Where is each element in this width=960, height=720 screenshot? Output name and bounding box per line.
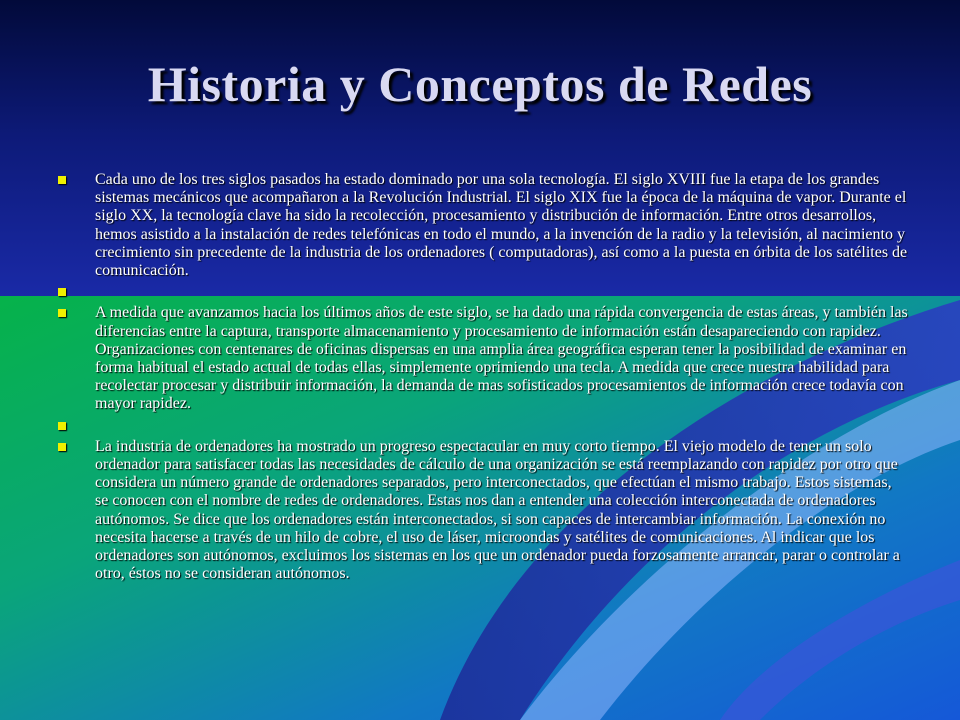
bullet-item [58, 438, 908, 584]
bullet-text: A medida que avanzamos hacia los últimos años de este siglo, se ha dado una rápida convergencia de estas áreas, y también las diferencias entre la captura, transporte almacenamiento y procesamiento de información están desapareciendo con rapidez. Organizaciones con centenares de oficinas dispersas en una amplia área geográfica esperan tener la posibilidad de examinar en forma habitual el estado actual de todas ellas, simplemente oprimiendo una tecla. A medida que crece nuestra habilidad para recolectar procesar y distribuir información, la demanda de mas sofisticados procesamientos de información crece todavía con mayor rapidez. [95, 304, 908, 413]
bullet-item [58, 417, 908, 435]
bullet-square-icon [58, 309, 66, 317]
bullet-item [58, 304, 908, 413]
bullet-item [58, 171, 908, 280]
bullet-square-icon [58, 422, 66, 430]
slide-title: Historia y Conceptos de Redes [147, 56, 813, 112]
bullet-list [58, 171, 908, 583]
bullet-square-icon [58, 443, 66, 451]
bullet-square-icon [58, 288, 66, 296]
bullet-text: Cada uno de los tres siglos pasados ha estado dominado por una sola tecnología. El siglo XVIII fue la etapa de los grandes sistemas mecánicos que acompañaron a la Revolución Industrial. El siglo XIX fue la época de la máquina de vapor. Durante el siglo XX, la tecnología clave ha sido la recolección, procesamiento y distribución de información. Entre otros desarrollos, hemos asistido a la instalación de redes telefónicas en todo el mundo, a la invención de la radio y la televisión, al nacimiento y crecimiento sin precedente de la industria de los ordenadores ( computadoras), así como a la puesta en órbita de los satélites de comunicación. [95, 171, 908, 280]
bullet-text: La industria de ordenadores ha mostrado un progreso espectacular en muy corto tiempo. El viejo modelo de tener un solo ordenador para satisfacer todas las necesidades de cálculo de una organización se está reemplazando con rapidez por otro que considera un número grande de ordenadores separados, pero interconectados, que efectúan el mismo trabajo. Estos sistemas, se conocen con el nombre de redes de ordenadores. Estas nos dan a entender una colección interconectada de ordenadores autónomos. Se dice que los ordenadores están interconectados, si son capaces de intercambiar información. La conexión no necesita hacerse a través de un hilo de cobre, el uso de láser, microondas y satélites de comunicaciones. Al indicar que los ordenadores son autónomos, excluimos los sistemas en los que un ordenador pueda forzosamente arrancar, parar o controlar a otro, éstos no se consideran autónomos. [95, 437, 900, 583]
bullet-square-icon [58, 176, 66, 184]
bullet-item [58, 283, 908, 301]
